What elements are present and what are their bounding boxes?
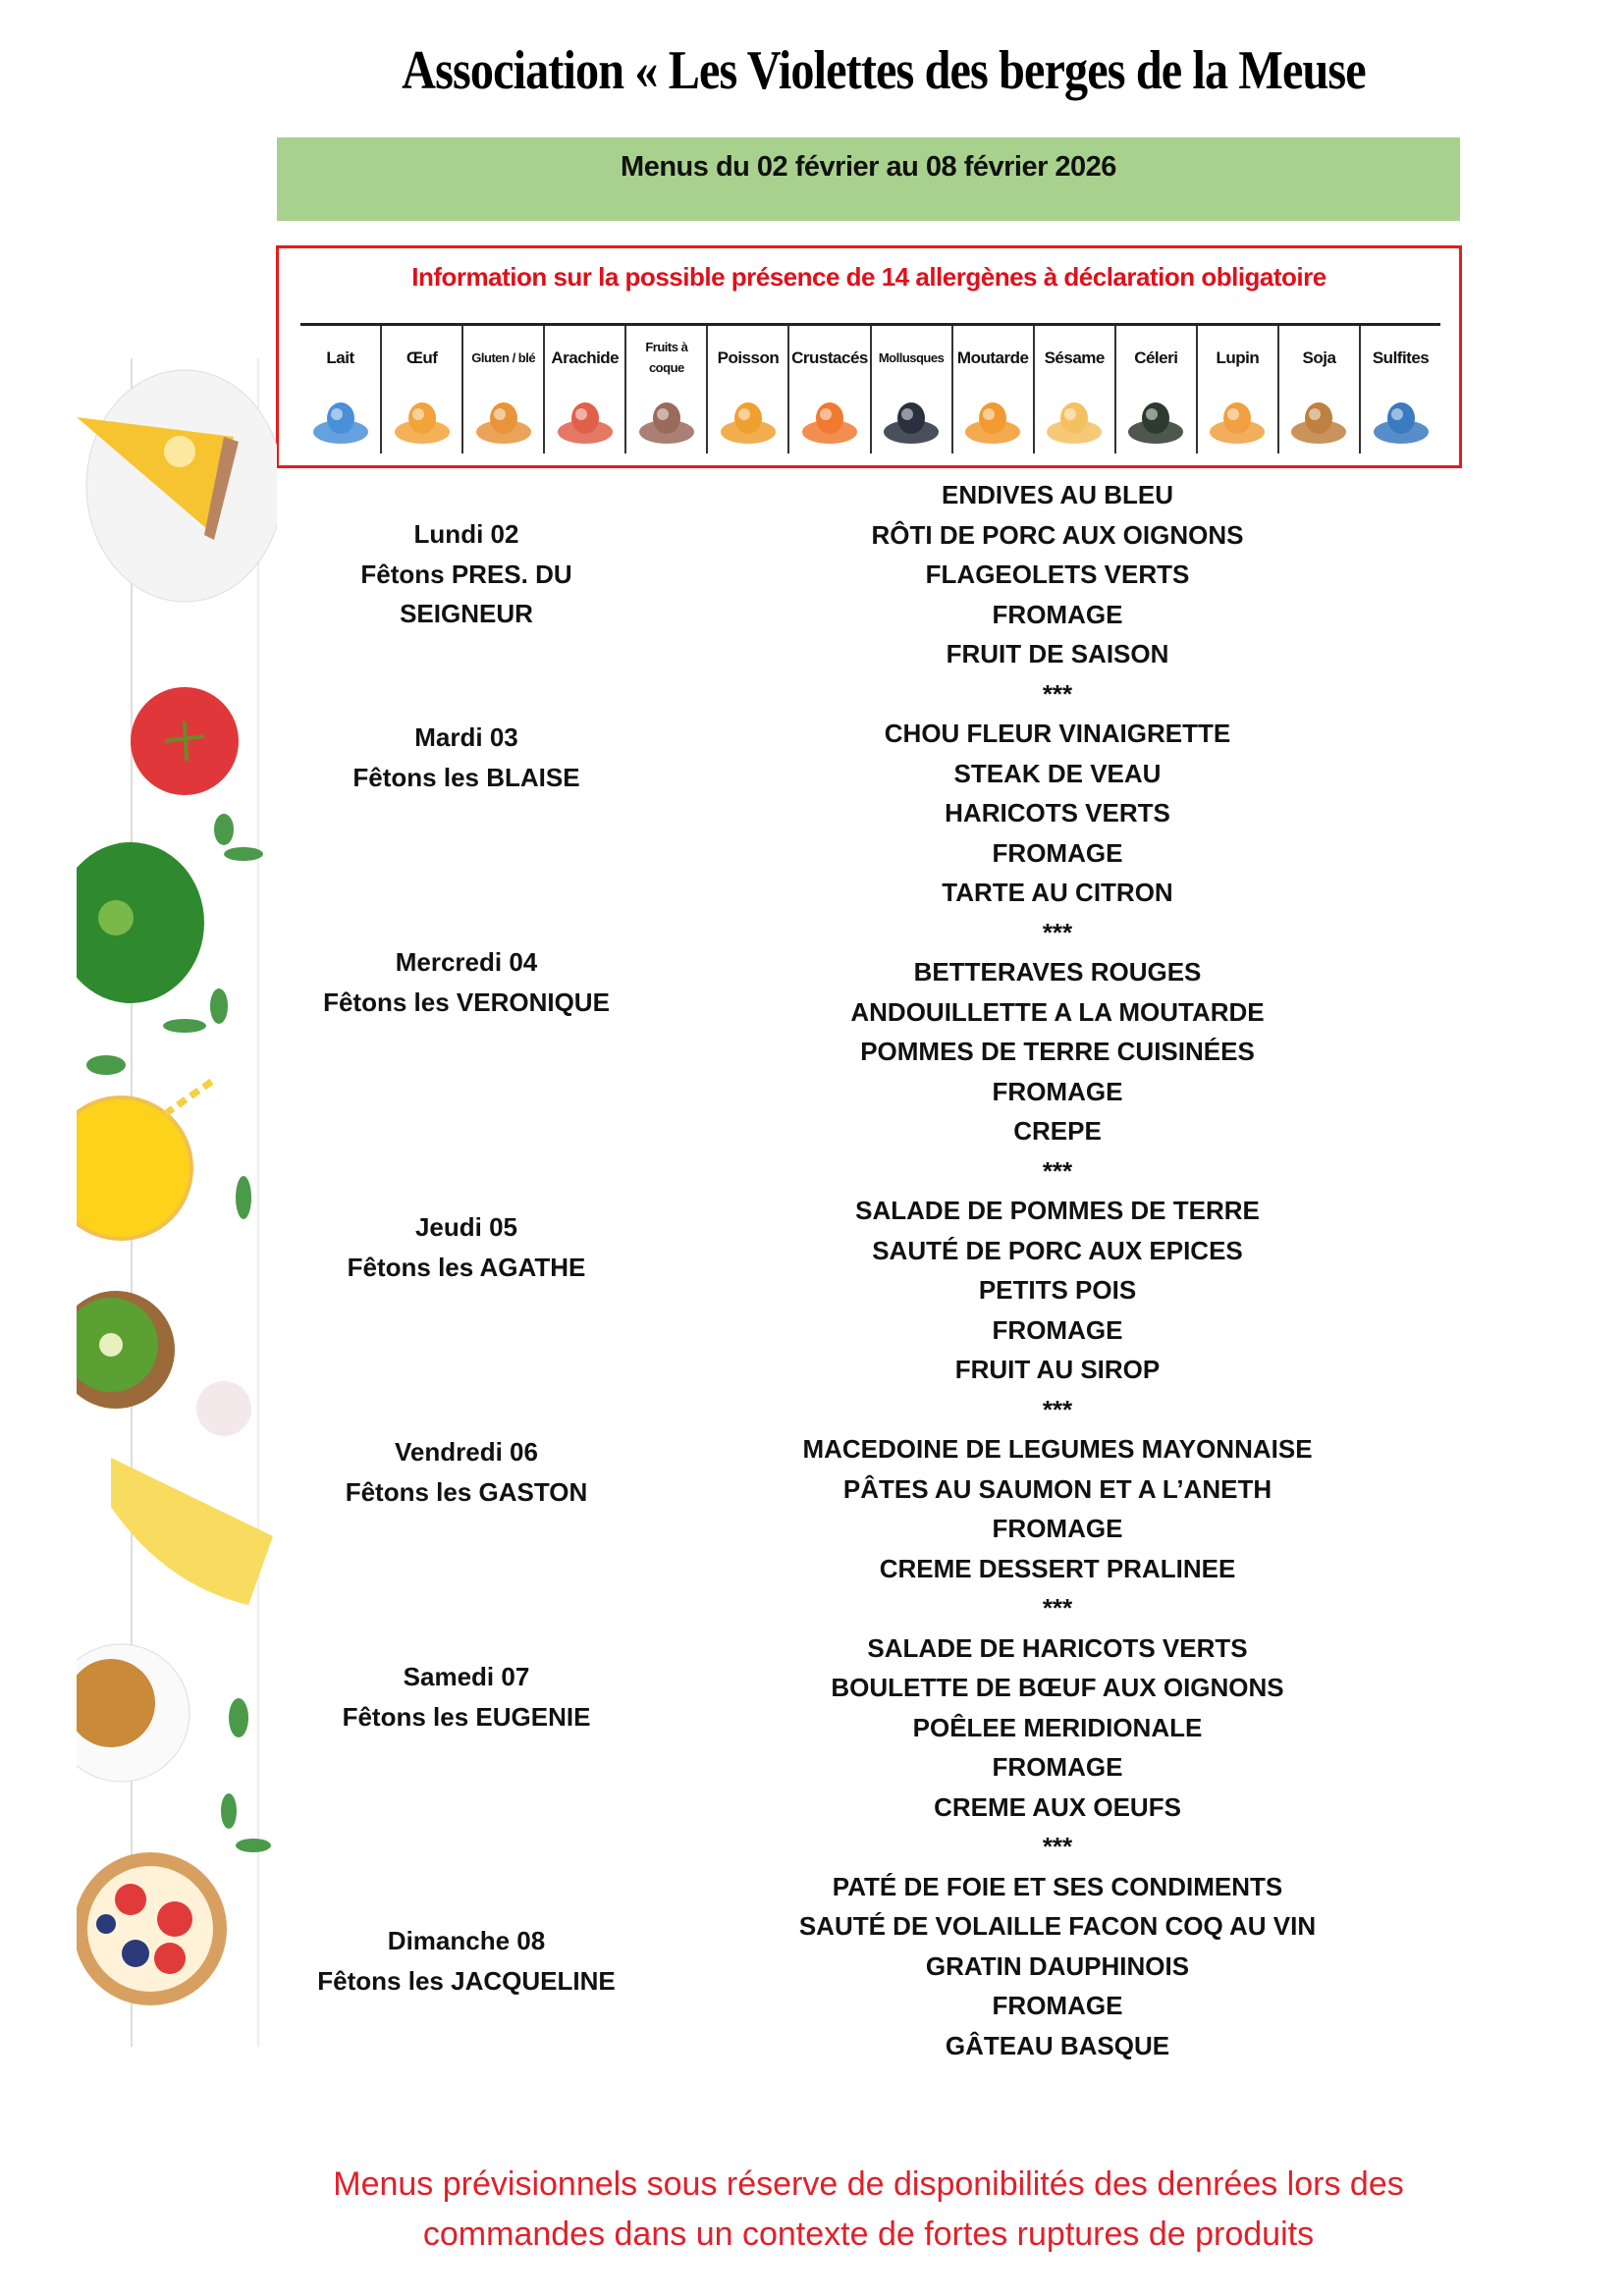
allergen-info-box [276,245,1462,468]
menu-item: PATÉ DE FOIE ET SES CONDIMENTS [832,1871,1283,1901]
menu-item: FROMAGE [992,599,1123,629]
menu-item: ANDOUILLETTE A LA MOUTARDE [850,996,1265,1027]
day-block [295,1432,638,1512]
menu-separator: *** [1042,1155,1073,1186]
day-block [295,942,638,1022]
menu-separator: *** [1042,1394,1073,1424]
sesame-icon [1043,391,1106,446]
saint-day: Fêtons les EUGENIE [342,1701,591,1732]
allergen-9 [1033,326,1114,454]
shrimp-icon [798,391,861,446]
allergen-label: Poisson [717,347,780,367]
period-banner [277,137,1460,221]
allergen-label: Fruits à coque [645,340,688,375]
food-decoration-column [77,358,277,2047]
menu-item: POÊLEE MERIDIONALE [912,1712,1203,1742]
lemon-tart-icon [77,370,277,602]
soy-icon [1287,391,1350,446]
disclaimer-line-2: commandes dans un contexte de fortes ruptures de produits [422,2216,1315,2253]
milk-icon [309,391,372,446]
menu-item: FROMAGE [992,837,1123,868]
menu-item: FROMAGE [992,1752,1123,1782]
allergen-0 [300,326,380,454]
nuts-icon [635,391,698,446]
allergen-label: Œuf [406,347,438,367]
association-title: Association « Les Violettes des berges de la Meuse [402,40,1366,101]
allergen-11 [1196,326,1277,454]
lupin-icon [1206,391,1269,446]
day-block [295,1207,638,1287]
allergen-label: Gluten / blé [471,349,536,365]
menu-item: MACEDOINE DE LEGUMES MAYONNAISE [802,1434,1313,1464]
fruit-tart-icon [77,1852,227,2005]
coffee-icon [77,1644,189,1782]
day-name: Mardi 03 [414,722,518,752]
allergen-5 [706,326,787,454]
period-text: Menus du 02 février au 08 février 2026 [621,151,1116,183]
menu-item: CREME AUX OEUFS [934,1791,1181,1822]
allergen-7 [870,326,951,454]
menu-item: GÂTEAU BASQUE [945,2030,1170,2060]
day-block [295,514,638,634]
menu-item: CHOU FLEUR VINAIGRETTE [884,719,1231,748]
mustard-icon [961,391,1024,446]
green-pepper-icon [77,842,204,1003]
day-name: Lundi 02 [413,519,519,549]
day-name: Jeudi 05 [414,1212,518,1242]
saint-day: SEIGNEUR [400,599,533,628]
saint-day: Fêtons les BLAISE [352,762,580,792]
disclaimer-line-1: Menus prévisionnels sous réserve de disponibilités des denrées lors des [333,2165,1404,2203]
menu-item: SALADE DE HARICOTS VERTS [867,1632,1248,1663]
celery-icon [1124,391,1187,446]
menu-item: FROMAGE [992,1991,1123,2020]
allergen-label: Arachide [551,347,620,367]
day-name: Mercredi 04 [395,947,538,977]
menu-item: RÔTI DE PORC AUX OIGNONS [871,519,1244,550]
allergen-label: Lait [326,347,354,367]
allergen-label: Crustacés [791,347,868,367]
day-name: Dimanche 08 [387,1926,546,1955]
allergen-label: Lupin [1216,347,1260,367]
allergen-table [300,323,1440,454]
allergen-6 [787,326,869,454]
allergen-3 [543,326,624,454]
menu-item: ENDIVES AU BLEU [942,480,1173,509]
day-name: Vendredi 06 [395,1437,538,1467]
allergen-2 [461,326,543,454]
menu-item: STEAK DE VEAU [953,758,1162,788]
menu-item: BETTERAVES ROUGES [913,957,1202,987]
menu-separator: *** [1042,678,1073,709]
allergen-info-title: Information sur la possible présence de 14 allergènes à déclaration obligatoire [411,262,1326,292]
menu-item: FRUIT AU SIROP [954,1355,1161,1384]
menu-item: POMMES DE TERRE CUISINÉES [860,1037,1255,1066]
menu-item: FLAGEOLETS VERTS [925,560,1190,589]
allergen-label: Céleri [1134,347,1178,367]
menu-item: FROMAGE [992,1514,1123,1543]
menu-item: HARICOTS VERTS [945,798,1170,828]
menu-item: GRATIN DAUPHINOIS [925,1950,1190,1981]
saint-day: Fêtons les AGATHE [347,1252,586,1282]
saint-day: Fêtons les JACQUELINE [317,1965,616,1996]
allergen-label: Mollusques [878,349,945,365]
mussel-icon [880,391,943,446]
menu-separator: *** [1042,1832,1073,1861]
disclaimer [277,2160,1460,2260]
allergen-label: Sésame [1044,347,1105,367]
day-block [295,1657,638,1736]
saint-day: Fêtons PRES. DU [360,559,572,589]
allergen-label: Sulfites [1372,347,1430,367]
allergen-1 [380,326,461,454]
allergen-4 [624,326,706,454]
menu-item: SAUTÉ DE PORC AUX EPICES [872,1235,1243,1265]
kiwi-icon [77,1291,175,1409]
menu-item: FROMAGE [992,1314,1123,1345]
menu-item: SALADE DE POMMES DE TERRE [855,1196,1260,1225]
cheese-icon [111,1458,273,1605]
menu-separator: *** [1042,917,1073,947]
allergen-8 [951,326,1033,454]
allergen-label: Soja [1302,347,1336,367]
menu-list [746,475,1369,2065]
menu-item: SAUTÉ DE VOLAILLE FACON COQ AU VIN [798,1911,1317,1941]
day-block [295,718,638,797]
menu-item: CREPE [1013,1116,1102,1146]
bread-icon [472,391,535,446]
fish-icon [717,391,780,446]
day-block [295,1921,638,2001]
menu-separator: *** [1042,1593,1073,1623]
menu-item: BOULETTE DE BŒUF AUX OIGNONS [831,1673,1284,1702]
saint-day: Fêtons les VERONIQUE [323,987,610,1017]
menu-item: PETITS POIS [978,1275,1137,1305]
allergen-12 [1277,326,1359,454]
radish-icon [196,1381,251,1436]
menu-item: FRUIT DE SAISON [946,639,1169,668]
orange-juice-icon [77,1080,214,1239]
allergen-13 [1359,326,1440,454]
peanut-icon [554,391,617,446]
sulfites-icon [1370,391,1433,446]
menu-item: TARTE AU CITRON [942,878,1173,907]
tomato-icon [131,687,239,795]
egg-icon [391,391,454,446]
allergen-10 [1114,326,1196,454]
day-name: Samedi 07 [403,1662,530,1691]
menu-item: FROMAGE [992,1076,1123,1106]
menu-item: PÂTES AU SAUMON ET A L’ANETH [842,1473,1272,1504]
menu-item: CREME DESSERT PRALINEE [879,1553,1236,1583]
allergen-label: Moutarde [956,347,1029,367]
saint-day: Fêtons les GASTON [345,1476,588,1507]
